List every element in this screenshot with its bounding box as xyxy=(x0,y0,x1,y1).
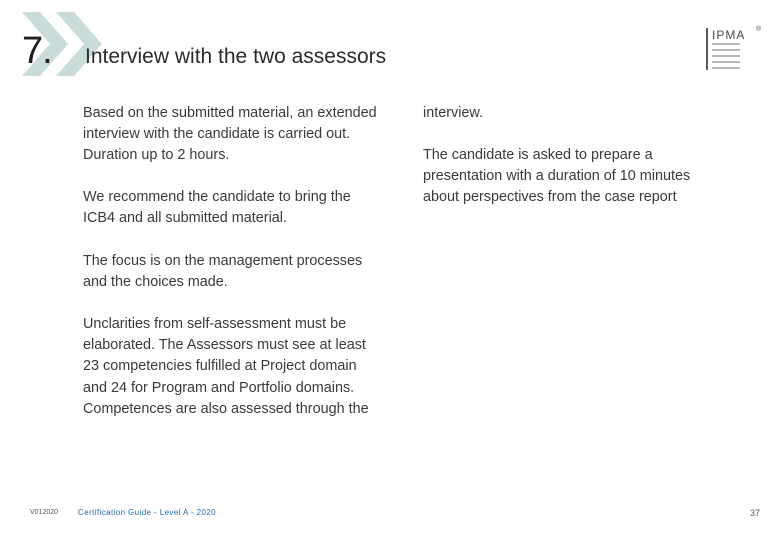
text-line: ICB4 and all submitted material. xyxy=(83,210,287,227)
text-line: Duration up to 2 hours. xyxy=(83,147,230,164)
text-line: The candidate is asked to prepare a xyxy=(423,147,653,163)
text-line: Based on the submitted material, an extended xyxy=(83,105,377,121)
text-line: 23 competencies fulfilled at Project domain xyxy=(83,358,357,375)
logo-tagline-lines xyxy=(712,43,740,73)
text-line: We recommend the candidate to bring the xyxy=(83,189,351,205)
text-line: Competences are also assessed through the xyxy=(83,400,369,417)
paragraph-interview-continued xyxy=(423,103,483,124)
logo-text: IPMA xyxy=(712,28,746,42)
text-line: and the choices made. xyxy=(83,274,228,291)
page-number: 37 xyxy=(749,508,760,518)
text-line: and 24 for Program and Portfolio domains. xyxy=(83,379,355,396)
paragraph-focus xyxy=(83,251,362,293)
footer-version: V012020 xyxy=(30,509,59,516)
text-line: about perspectives from the case report xyxy=(423,189,677,206)
ipma-logo xyxy=(706,28,762,72)
paragraph-unclarities xyxy=(83,314,369,420)
logo-registered-mark: ® xyxy=(756,26,762,33)
paragraph-interview-description xyxy=(83,103,377,167)
text-line: interview with the candidate is carried out. xyxy=(83,126,351,143)
paragraph-recommendation xyxy=(83,187,351,229)
logo-bar xyxy=(706,28,708,70)
slide-number: 7. xyxy=(22,30,52,72)
text-line: interview. xyxy=(423,105,483,121)
footer-document-title: Certification Guide - Level A - 2020 xyxy=(78,508,217,517)
text-line: presentation with a duration of 10 minutes xyxy=(423,168,691,185)
slide-title: Interview with the two assessors xyxy=(85,45,387,68)
text-line: Unclarities from self-assessment must be xyxy=(83,316,347,332)
text-line: elaborated. The Assessors must see at least xyxy=(83,337,366,354)
paragraph-presentation xyxy=(423,145,690,209)
text-line: The focus is on the management processes xyxy=(83,253,363,269)
